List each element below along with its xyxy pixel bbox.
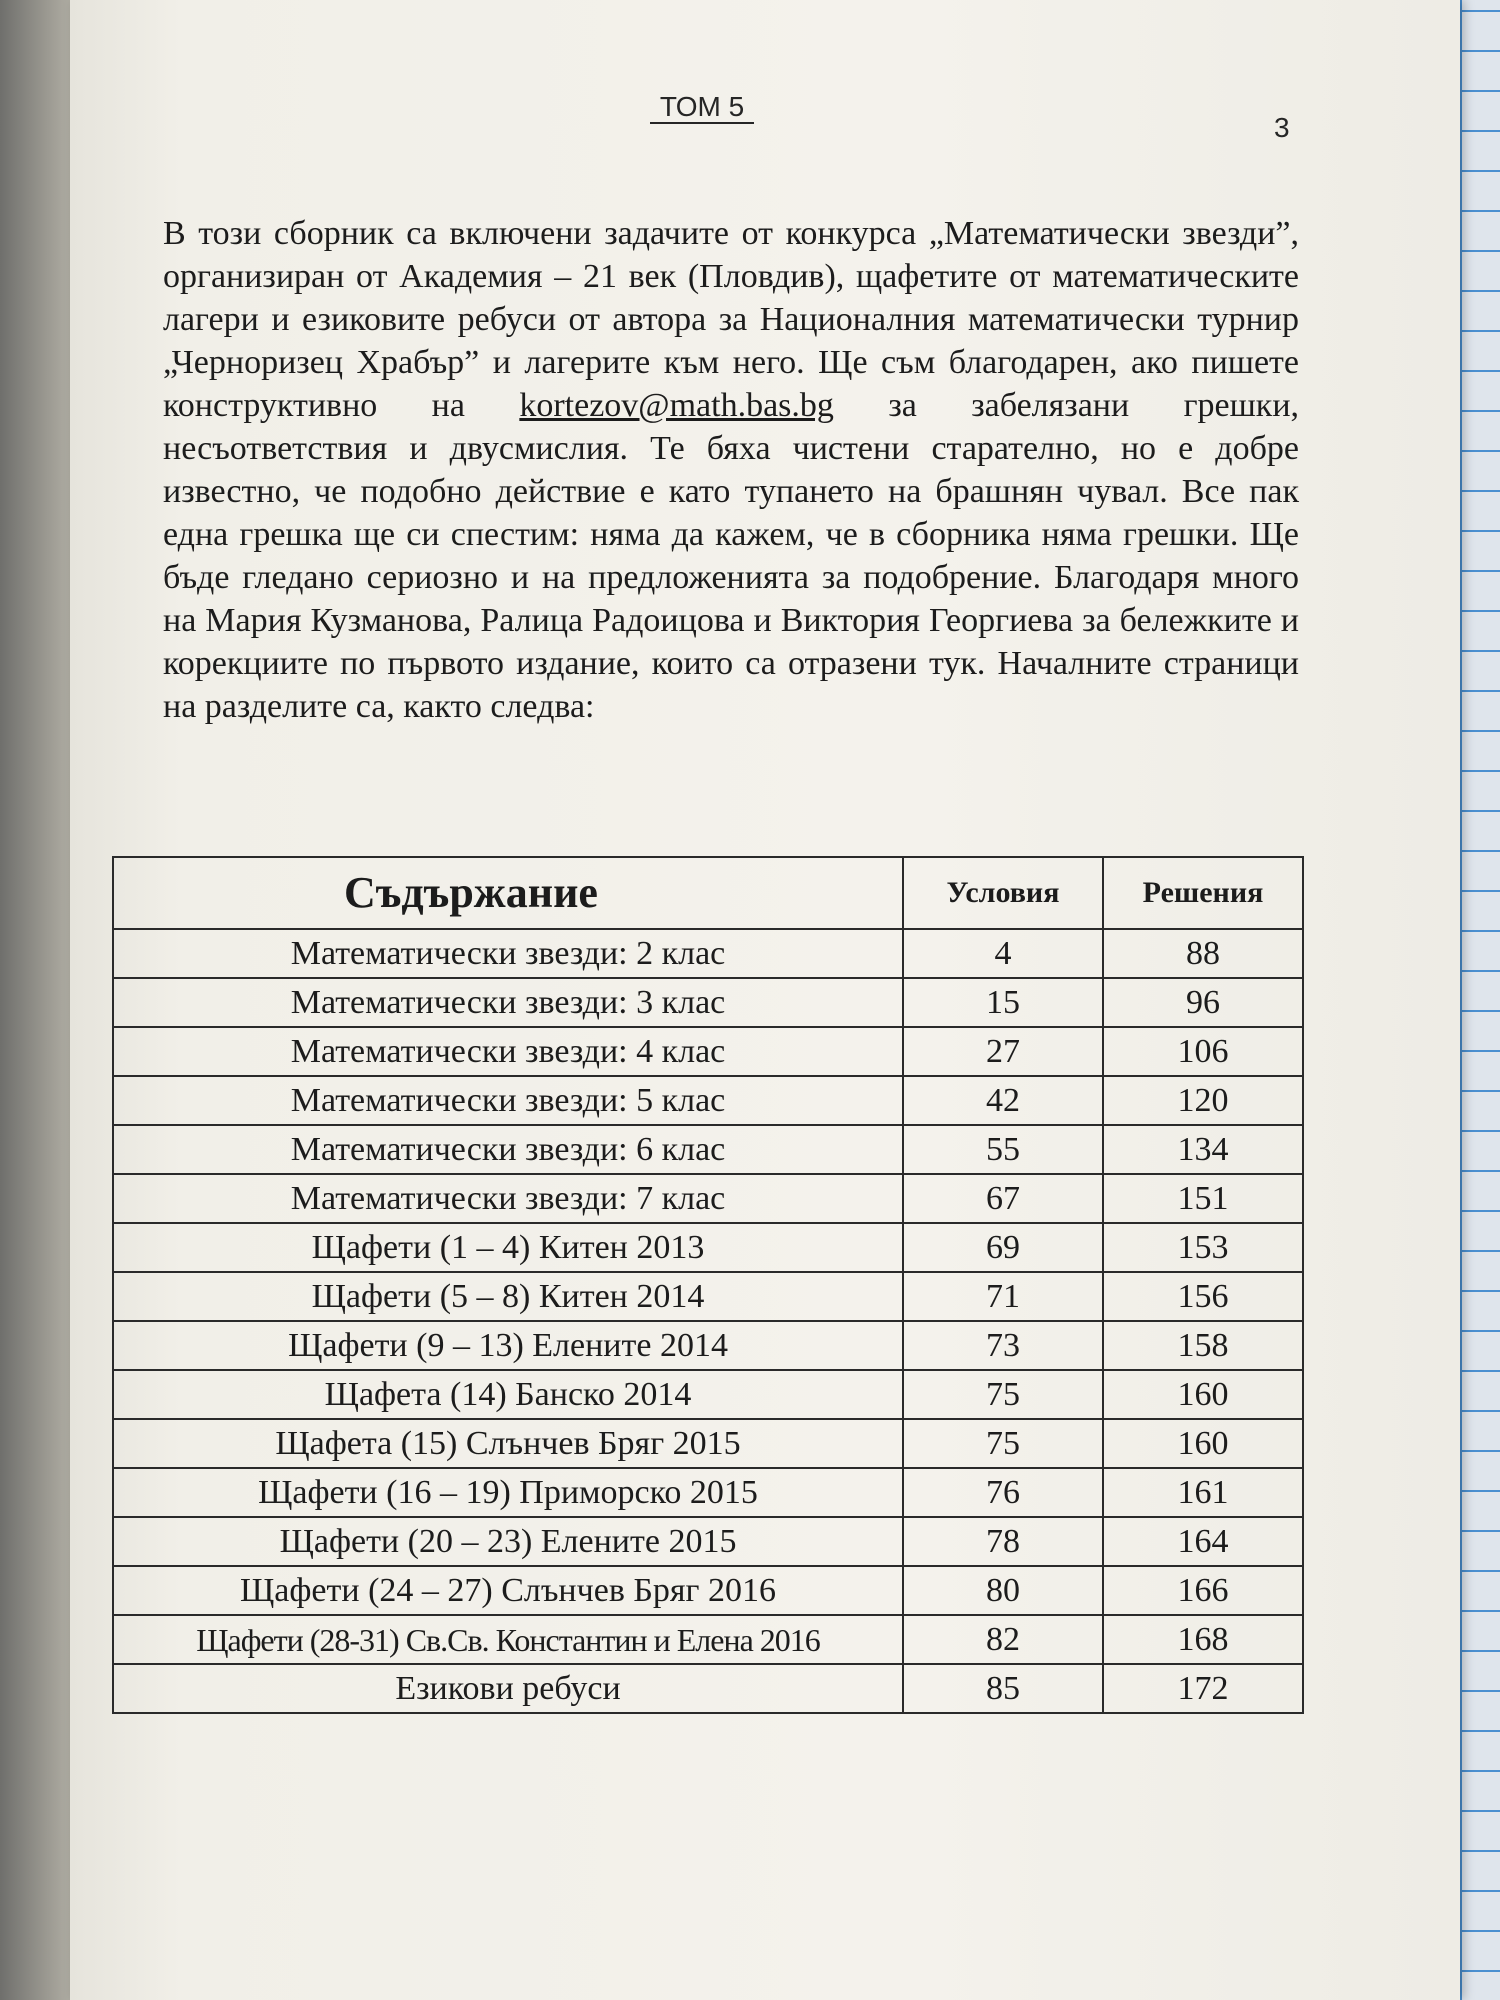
solutions-page: 120 (1103, 1076, 1303, 1125)
section-title: Математически звезди: 7 клас (113, 1174, 903, 1223)
section-title: Щафети (28-31) Св.Св. Константин и Елена 2016 (113, 1615, 903, 1664)
section-title: Щафети (9 – 13) Елените 2014 (113, 1321, 903, 1370)
table-header-row (113, 857, 1303, 929)
solutions-page: 156 (1103, 1272, 1303, 1321)
section-title: Щафети (16 – 19) Приморско 2015 (113, 1468, 903, 1517)
solutions-page: 158 (1103, 1321, 1303, 1370)
conditions-page: 67 (903, 1174, 1103, 1223)
solutions-page: 151 (1103, 1174, 1303, 1223)
intro-paragraph (163, 212, 1299, 728)
table-row (113, 1223, 1303, 1272)
conditions-page: 75 (903, 1419, 1103, 1468)
volume-title: ТОМ 5 (650, 92, 754, 124)
contents-header: Съдържание (113, 857, 903, 929)
solutions-page: 88 (1103, 929, 1303, 978)
table-row (113, 1125, 1303, 1174)
table-row (113, 1027, 1303, 1076)
conditions-page: 75 (903, 1370, 1103, 1419)
solutions-page: 160 (1103, 1370, 1303, 1419)
contents-table (112, 856, 1304, 1714)
solutions-page: 153 (1103, 1223, 1303, 1272)
section-title: Математически звезди: 3 клас (113, 978, 903, 1027)
section-title: Математически звезди: 5 клас (113, 1076, 903, 1125)
table-row (113, 1566, 1303, 1615)
table-row (113, 929, 1303, 978)
conditions-header: Условия (903, 857, 1103, 929)
table-row (113, 1468, 1303, 1517)
solutions-page: 164 (1103, 1517, 1303, 1566)
table-row (113, 1370, 1303, 1419)
solutions-page: 166 (1103, 1566, 1303, 1615)
table-row (113, 1272, 1303, 1321)
conditions-page: 69 (903, 1223, 1103, 1272)
page-number: 3 (1274, 112, 1290, 143)
section-title: Математически звезди: 6 клас (113, 1125, 903, 1174)
intro-text-end: за забелязани грешки, несъответствия и двусмислия. Те бяха чистени старателно, но е добре известно, че подобно действие е като тупането на брашнян чувал. Все пак една грешка ще си спестим: няма да кажем, че в сборника няма грешки. Ще бъде гледано сериозно и на предложенията за подобрение. Благодаря много на Мария Кузманова, Ралица Радоицова и Виктория Георгиева за бележките и корекциите по първото издание, които са отразени тук. Началните страници на разделите са, както следва: (163, 387, 1300, 725)
conditions-page: 85 (903, 1664, 1103, 1713)
table-row (113, 1321, 1303, 1370)
table-row (113, 1664, 1303, 1713)
table-row (113, 978, 1303, 1027)
solutions-page: 134 (1103, 1125, 1303, 1174)
conditions-page: 4 (903, 929, 1103, 978)
section-title: Математически звезди: 4 клас (113, 1027, 903, 1076)
table-row (113, 1517, 1303, 1566)
conditions-page: 80 (903, 1566, 1103, 1615)
table-row (113, 1174, 1303, 1223)
section-title: Щафети (20 – 23) Елените 2015 (113, 1517, 903, 1566)
section-title: Щафети (5 – 8) Китен 2014 (113, 1272, 903, 1321)
section-title: Щафета (15) Слънчев Бряг 2015 (113, 1419, 903, 1468)
conditions-page: 27 (903, 1027, 1103, 1076)
grid-paper-edge (1455, 0, 1500, 2000)
table-row (113, 1419, 1303, 1468)
intro-text-start: В този сборник са включени задачите от конкурса „Математически звезди”, организиран от Академия – 21 век (Пловдив), щафетите от математическите лагери и езиковите ребуси от автора за Националния математически турнир „Черноризец Храбър” и лагерите към него. Ще съм благодарен, ако пишете конструктивно на (163, 215, 1299, 424)
conditions-page: 42 (903, 1076, 1103, 1125)
table-row (113, 1076, 1303, 1125)
solutions-page: 160 (1103, 1419, 1303, 1468)
solutions-page: 172 (1103, 1664, 1303, 1713)
solutions-page: 106 (1103, 1027, 1303, 1076)
solutions-page: 168 (1103, 1615, 1303, 1664)
email-link[interactable]: kortezov@math.bas.bg (519, 387, 834, 424)
section-title: Щафета (14) Банско 2014 (113, 1370, 903, 1419)
table-row (113, 1615, 1303, 1664)
conditions-page: 71 (903, 1272, 1103, 1321)
conditions-page: 15 (903, 978, 1103, 1027)
solutions-header: Решения (1103, 857, 1303, 929)
conditions-page: 78 (903, 1517, 1103, 1566)
solutions-page: 161 (1103, 1468, 1303, 1517)
solutions-page: 96 (1103, 978, 1303, 1027)
desk-shadow (0, 0, 80, 2000)
section-title: Езикови ребуси (113, 1664, 903, 1713)
conditions-page: 73 (903, 1321, 1103, 1370)
conditions-page: 76 (903, 1468, 1103, 1517)
conditions-page: 82 (903, 1615, 1103, 1664)
section-title: Щафети (1 – 4) Китен 2013 (113, 1223, 903, 1272)
section-title: Математически звезди: 2 клас (113, 929, 903, 978)
conditions-page: 55 (903, 1125, 1103, 1174)
section-title: Щафети (24 – 27) Слънчев Бряг 2016 (113, 1566, 903, 1615)
